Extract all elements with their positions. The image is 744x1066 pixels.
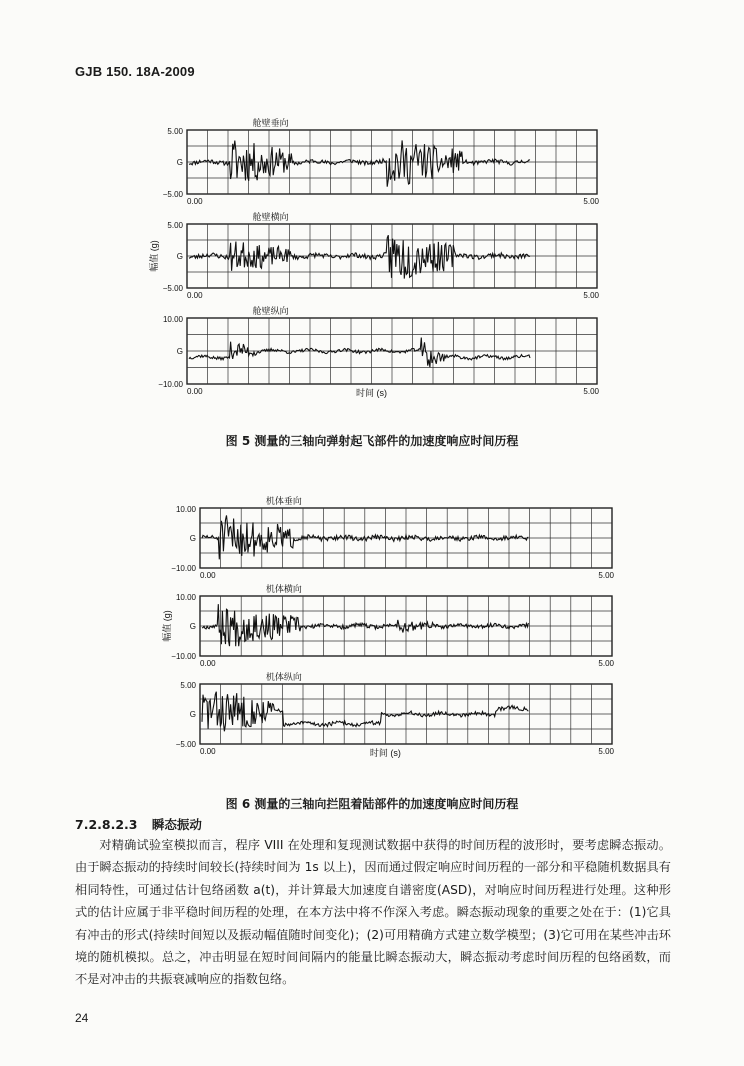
section-heading <box>75 815 202 833</box>
y-max-label: 5.00 <box>167 221 183 230</box>
x-end-label: 5.00 <box>583 197 599 206</box>
y-axis-label: 幅值 (g) <box>149 240 159 272</box>
section-title: 瞬态振动 <box>151 817 202 832</box>
y-mid-label: G <box>189 534 196 543</box>
figure-5-caption: 图 5 测量的三轴向弹射起飞部件的加速度响应时间历程 <box>225 434 519 448</box>
signal-trace <box>202 604 528 646</box>
panel-title: 机体垂向 <box>265 496 302 506</box>
y-min-label: −5.00 <box>175 740 196 749</box>
x-start-label: 0.00 <box>200 659 216 668</box>
y-mid-label: G <box>176 158 183 167</box>
y-axis-label: 幅值 (g) <box>162 610 172 642</box>
signal-trace <box>202 692 528 732</box>
x-axis-label: 时间 (s) <box>356 388 387 398</box>
y-min-label: −10.00 <box>171 564 196 573</box>
x-start-label: 0.00 <box>200 571 216 580</box>
x-end-label: 5.00 <box>598 659 614 668</box>
y-mid-label: G <box>176 347 183 356</box>
y-max-label: 5.00 <box>180 681 196 690</box>
document-header: GJB 150. 18A-2009 <box>75 64 195 79</box>
signal-trace <box>189 338 530 368</box>
y-mid-label: G <box>189 622 196 631</box>
x-end-label: 5.00 <box>598 747 614 756</box>
figure-6-chart <box>0 488 744 788</box>
panel-title: 机体纵向 <box>265 672 302 682</box>
y-min-label: −5.00 <box>162 284 183 293</box>
panel-title: 机体横向 <box>265 584 302 594</box>
x-axis-label: 时间 (s) <box>369 748 401 758</box>
page-number: 24 <box>75 1011 89 1025</box>
y-max-label: 5.00 <box>167 127 183 136</box>
y-max-label: 10.00 <box>175 505 196 514</box>
x-end-label: 5.00 <box>583 387 599 396</box>
y-mid-label: G <box>189 710 196 719</box>
y-min-label: −10.00 <box>158 380 183 389</box>
x-start-label: 0.00 <box>187 197 203 206</box>
x-end-label: 5.00 <box>598 571 614 580</box>
x-start-label: 0.00 <box>187 387 203 396</box>
y-max-label: 10.00 <box>162 315 183 324</box>
y-mid-label: G <box>176 252 183 261</box>
y-min-label: −5.00 <box>162 190 183 199</box>
x-end-label: 5.00 <box>583 291 599 300</box>
section-number: 7.2.8.2.3 <box>75 817 138 832</box>
y-max-label: 10.00 <box>175 593 196 602</box>
y-min-label: −10.00 <box>171 652 196 661</box>
signal-trace <box>189 140 530 186</box>
body-paragraph: 对精确试验室模拟而言，程序 VIII 在处理和复现测试数据中获得的时间历程的波形时，要考虑瞬态振动。由于瞬态振动的持续时间较长(持续时间为 1s 以上)，因而通过假定响应时间历程的一部分和平稳随机数据具有相同特性，可通过估计包络函数 a(t)，并计算最大加速度自谱密度(ASD)，对响应时间历程进行处理。这种形式的估计应属于非平稳时间历程的处理，在本方法中将不作深入考虑。瞬态振动现象的重要之处在于：(1)它具有冲击的形式(持续时间短以及振动幅值随时间变化)；(2)可用精确方式建立数学模型；(3)它可用在某些冲击环境的随机模拟。总之，冲击明显在短时间间隔内的能量比瞬态振动大，瞬态振动考虑时间历程的包络函数，而不是对冲击的共振衰减响应的指数包络。 <box>75 838 671 987</box>
figure-5-chart <box>0 110 744 410</box>
figure-6-caption: 图 6 测量的三轴向拦阻着陆部件的加速度响应时间历程 <box>225 797 519 811</box>
panel-title: 舱壁横向 <box>252 212 289 222</box>
x-start-label: 0.00 <box>200 747 216 756</box>
panel-title: 舱壁纵向 <box>252 306 289 316</box>
x-start-label: 0.00 <box>187 291 203 300</box>
panel-title: 舱壁垂向 <box>252 118 289 128</box>
